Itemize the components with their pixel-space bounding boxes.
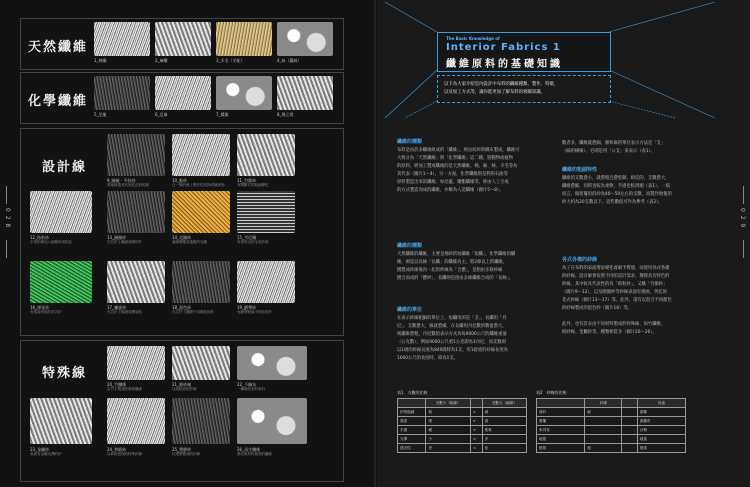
photo-special-24: [107, 398, 165, 444]
caption-sub: 以紙撚成的紗線: [172, 387, 197, 391]
caption: 4_絲（蠶絲）: [277, 58, 302, 63]
table-cell: 窗簾布: [637, 417, 685, 426]
caption-sub: 有捲曲形狀的花式紗: [30, 310, 62, 314]
photo-cotton: [94, 22, 150, 56]
photo-design-19: [237, 261, 295, 303]
body-text: 撚合而成的「撚紗」，長纖則是指由多條纖維合成的「長絲」。: [397, 276, 514, 281]
table-row: [537, 444, 686, 453]
table-cell: 支數大（細線）: [482, 399, 526, 408]
body-text: 紗大約為20支數以下。這些數值可作為參考（表2）。: [562, 200, 663, 205]
section-heading: 纖維的粗細特性: [562, 167, 598, 173]
section-title: 特殊線: [42, 366, 88, 381]
photo-hemp: [155, 22, 211, 56]
table-cell: 粗: [585, 444, 622, 453]
caption: 8_聚乙烯: [277, 112, 294, 117]
caption-sub: 在芯紗上捲繞成螺旋狀: [107, 310, 142, 314]
caption: 10_點紗: [172, 178, 188, 183]
body-text: 則纖維愈粗。丹尼數的表示方式為每9000公尺的纖維重量: [397, 332, 507, 337]
body-text: 維，則是以長絲「長纖」的纖維為主。將2條以上的纖維，: [397, 260, 508, 265]
caption-sub: 讓線圈捲成蓬鬆的毛圈: [172, 240, 207, 244]
table-cell: 支數少（粗線）: [426, 399, 470, 408]
body-text: 在表示紗線粗細的單位上，短纖用的是「支」，長纖用「丹: [397, 316, 507, 321]
caption-sub: 將細線捲成有如蛇皮般的線: [107, 183, 149, 187]
table-cell: [585, 417, 622, 426]
photo-flax: [155, 76, 211, 110]
table-cell: [470, 399, 482, 408]
section-heading: 各式各樣的紗線: [562, 257, 598, 263]
table-cell: <: [470, 426, 482, 435]
body-text: （公克數），例如9000公尺重1公克即為1丹尼。而支數則: [397, 340, 506, 345]
caption: 22_不織布: [237, 382, 257, 387]
photo-design-13: [107, 191, 165, 233]
caption-sub: 在芯紗上纏繞成圈的紗: [107, 240, 142, 244]
body-text: 花式紗線（圖片13～17）等。此外，還有以混合不同顏色: [562, 298, 672, 303]
photo-design-12: [30, 191, 92, 233]
body-text: 的原料，經加工製成纖維的是天然纖維。棉、麻、絲、羊毛等為: [397, 164, 518, 169]
table-cell: 紗的粗細: [398, 408, 426, 417]
table-row: [537, 435, 686, 444]
table-row: [398, 408, 527, 417]
caption-sub: 在芯紗上纏繞不同顏色的紗: [172, 310, 214, 314]
caption-sub: 表面有金屬光澤的紗: [30, 452, 62, 456]
section-heading: 纖維的種類: [397, 243, 423, 249]
photo-design-18: [172, 261, 230, 303]
section-heading: 纖維的單位: [397, 307, 423, 313]
caption: 1_棉纖: [94, 58, 107, 63]
caption: 12_結粒紗: [30, 235, 50, 240]
caption: 17_螺旋紗: [107, 305, 127, 310]
photo-special-21: [172, 346, 230, 380]
heading-subtitle: The Basic Knowledge of: [446, 36, 500, 41]
table-row: [537, 408, 686, 417]
caption: 13_圈圈紗: [107, 235, 127, 240]
table-cell: 紗線: [585, 399, 622, 408]
photo-design-9: [107, 134, 165, 176]
table-cell: 柔軟: [482, 426, 526, 435]
caption: 2_麻纖: [155, 58, 168, 63]
table-cell: 強: [426, 417, 470, 426]
photo-design-15: [237, 191, 295, 233]
photo-special-22: [237, 346, 307, 380]
photo-special-20: [107, 346, 165, 380]
table-row: [398, 417, 527, 426]
table-cell: 壁紙: [637, 444, 685, 453]
caption: 11_竹節紗: [237, 178, 257, 183]
photo-nylon: [94, 76, 150, 110]
table-cell: 弱: [482, 417, 526, 426]
photo-design-10: [172, 134, 230, 176]
body-text: 數者多，纖維就愈細。棉和麻的單位表示方法是「支」: [562, 141, 666, 146]
section-title: 設計線: [42, 160, 88, 175]
table-cell: 地毯: [637, 435, 685, 444]
photo-design-17: [107, 261, 165, 303]
body-text: （圖片9～12），以及圈圈紗等紗線表面有捲曲、突起的: [562, 290, 667, 295]
table-cell: 用途: [637, 399, 685, 408]
table-row: [398, 444, 527, 453]
caption-sub: 平滑的線加入細節形成粒狀: [30, 240, 72, 244]
table-cell: [585, 435, 622, 444]
caption: 25_塑膠紗: [172, 447, 192, 452]
page-number-tick: [6, 240, 7, 258]
caption-sub: 有間斷式的粗細變化: [237, 183, 269, 187]
caption-sub: 一種無紡布的原料: [237, 387, 265, 391]
table-cell: >: [470, 417, 482, 426]
photo-design-14: [172, 191, 230, 233]
body-text: 其代表（圖片1～4）。另一方面，化學纖維則是利用石油等: [397, 172, 508, 177]
caption: 9_圈圈・平紋紗: [107, 178, 136, 183]
intro-line: 以下為大家介紹室內設計中布料的纖維種類、製作、特徵，: [444, 82, 559, 87]
table-cell: 手感: [398, 426, 426, 435]
table-cell: 少: [426, 435, 470, 444]
body-text: （細的橫線）。毛則是用「公支」來表示（表1）。: [562, 149, 655, 154]
body-text: 天然纖維的纖維，主要是棉紗的短纖維「短纖」，化學纖維的纖: [397, 252, 516, 257]
table-row: [537, 417, 686, 426]
caption-sub: 由竹子製成的環保纖維: [107, 387, 142, 391]
table-cell: <: [470, 435, 482, 444]
yarn-usage-table: [536, 398, 686, 453]
table-cell: 光澤: [398, 435, 426, 444]
caption: 26_再生纖維: [237, 447, 261, 452]
table-cell: 窗簾: [637, 408, 685, 417]
table-cell: 粗: [426, 408, 470, 417]
page-number-tick: [6, 186, 7, 204]
table-row: [398, 435, 527, 444]
heading-english: Interior Fabrics 1: [446, 42, 561, 53]
caption: 3_羊毛（羊駝）: [216, 58, 245, 63]
caption: 16_渾花紗: [30, 305, 50, 310]
body-text: 紗線。其中較具代表性的為「結粒紗」，又稱「竹節紗」: [562, 282, 668, 287]
table-cell: 細: [585, 408, 622, 417]
table-row: [398, 426, 527, 435]
caption: 6_亞麻: [155, 112, 168, 117]
body-text: 尼」。支數愈大，線就愈細，在長纖用丹尼數的數值愈大，: [397, 324, 507, 329]
body-text: 纖維愈細，同時也較為柔軟，手感也較滑順（表1）。一般: [562, 184, 671, 189]
table-cell: 地毯: [537, 435, 585, 444]
table-header-row: [537, 399, 686, 408]
caption-sub: 將回收材料製成的纖維: [237, 452, 272, 456]
section-title: 天然纖維: [28, 40, 89, 55]
table-cell: 差: [426, 444, 470, 453]
section-heading: 纖維的種類: [397, 139, 423, 145]
body-text: 1000公尺的長度時，即為1支。: [397, 356, 458, 361]
photo-silk: [277, 22, 333, 56]
photo-design-11: [237, 134, 295, 176]
body-text: 的方式製造而成的纖維，亦稱為人造纖維（圖片5～8）。: [397, 188, 504, 193]
table-cell: 窗簾: [537, 417, 585, 426]
body-text: 大致分為「天然纖維」與「化學纖維」這二種。將動物或植物: [397, 156, 514, 161]
table-cell: 多: [482, 435, 526, 444]
table-cell: >: [470, 408, 482, 417]
caption: 21_紙紗線: [172, 382, 192, 387]
table-cell: [622, 399, 637, 408]
body-text: 紙紗線、金屬紗等，種類相當多（圖片20～26）。: [562, 330, 657, 335]
body-text: 以1磅的紗線長度為840碼時為1支。用1磅重的紗線長度為: [397, 348, 508, 353]
table-cell: 壁紙: [537, 444, 585, 453]
caption-sub: 以和紙撚成的特殊紗線: [107, 452, 142, 456]
table-cell: 硬: [426, 426, 470, 435]
table-cell: 細: [482, 408, 526, 417]
caption: 7_嫘縈: [216, 112, 229, 117]
intro-line: 以及加工方式等，讓你能更加了解布料的相關知識。: [444, 90, 545, 95]
photo-special-23: [30, 398, 92, 444]
fiber-count-table: [397, 398, 527, 453]
page-number-right: 0 2 9: [739, 208, 746, 229]
table-cell: 家具布: [537, 426, 585, 435]
caption-sub: 有緞帶般扁平形狀的紗: [237, 310, 272, 314]
table-cell: [622, 435, 637, 444]
table-caption: 表2 紗線的比較: [536, 390, 567, 395]
caption: 20_竹纖維: [107, 382, 127, 387]
photo-design-16: [30, 261, 92, 303]
body-text: 的紗線。設計師會依照不同的設計需求，選擇具有特色的: [562, 274, 670, 279]
caption: 15_雪尼爾: [237, 235, 257, 240]
table-cell: 佳: [482, 444, 526, 453]
table-cell: [537, 399, 585, 408]
table-cell: <: [470, 444, 482, 453]
table-cell: [585, 426, 622, 435]
table-cell: 沙發: [637, 426, 685, 435]
section-title: 化學纖維: [28, 94, 89, 109]
body-text: 纖維的支數愈小，就愈粗且愈堅韌。相反的，支數愈大，: [562, 176, 670, 181]
body-text: 的紗線製成的混色紗（圖片18）等。: [562, 306, 632, 311]
body-text: 而言，做窗簾用的紗為40～50左右的支數，而製作地毯的: [562, 192, 672, 197]
table-cell: 強度: [398, 417, 426, 426]
body-text: 原料製造出來的纖維，如尼龍、聚酯纖維等，經由人工合成: [397, 180, 509, 185]
caption: 5_尼龍: [94, 112, 107, 117]
photo-special-25: [172, 398, 230, 444]
page-number-left: 0 2 8: [4, 208, 11, 229]
table-header-row: [398, 399, 527, 408]
caption: 18_混色紗: [172, 305, 192, 310]
table-row: [537, 426, 686, 435]
body-text: 此外，也有許多由不同材料製成的特殊線，如竹纖維、: [562, 322, 666, 327]
table-cell: [622, 408, 637, 417]
body-text: 撚製成紗線後再一起的紗線為「合撚」，是指由多條紗線: [397, 268, 503, 273]
table-cell: 透光性: [398, 444, 426, 453]
caption: 24_和紙紗: [107, 447, 127, 452]
caption: 19_緞帶紗: [237, 305, 257, 310]
caption: 23_金屬紗: [30, 447, 50, 452]
photo-polyethylene: [277, 76, 333, 110]
caption-sub: 有著短毛的毛狀紗線: [237, 240, 269, 244]
heading-chinese: 纖維原料的基礎知識: [446, 59, 563, 70]
photo-special-26: [237, 398, 307, 444]
body-text: 為了在布料的表面增添變化或賦予質感，而使用各式各樣: [562, 266, 670, 271]
caption-sub: 以塑膠製成的紗線: [172, 452, 200, 456]
table-cell: [398, 399, 426, 408]
table-cell: [622, 426, 637, 435]
photo-rayon: [216, 76, 272, 110]
body-text: 布料是由許多纖維組成的「纖維」，經由紡紗與織布製成，纖維可: [397, 148, 520, 153]
table-cell: [622, 444, 637, 453]
photo-wool: [216, 22, 272, 56]
table-caption: 表1 支數的比較: [397, 390, 428, 395]
caption-sub: 在一條紗線上製作粒狀物或線狀物: [172, 183, 225, 187]
table-cell: 薄紗: [537, 408, 585, 417]
caption: 14_毛圈紗: [172, 235, 192, 240]
table-cell: [622, 417, 637, 426]
